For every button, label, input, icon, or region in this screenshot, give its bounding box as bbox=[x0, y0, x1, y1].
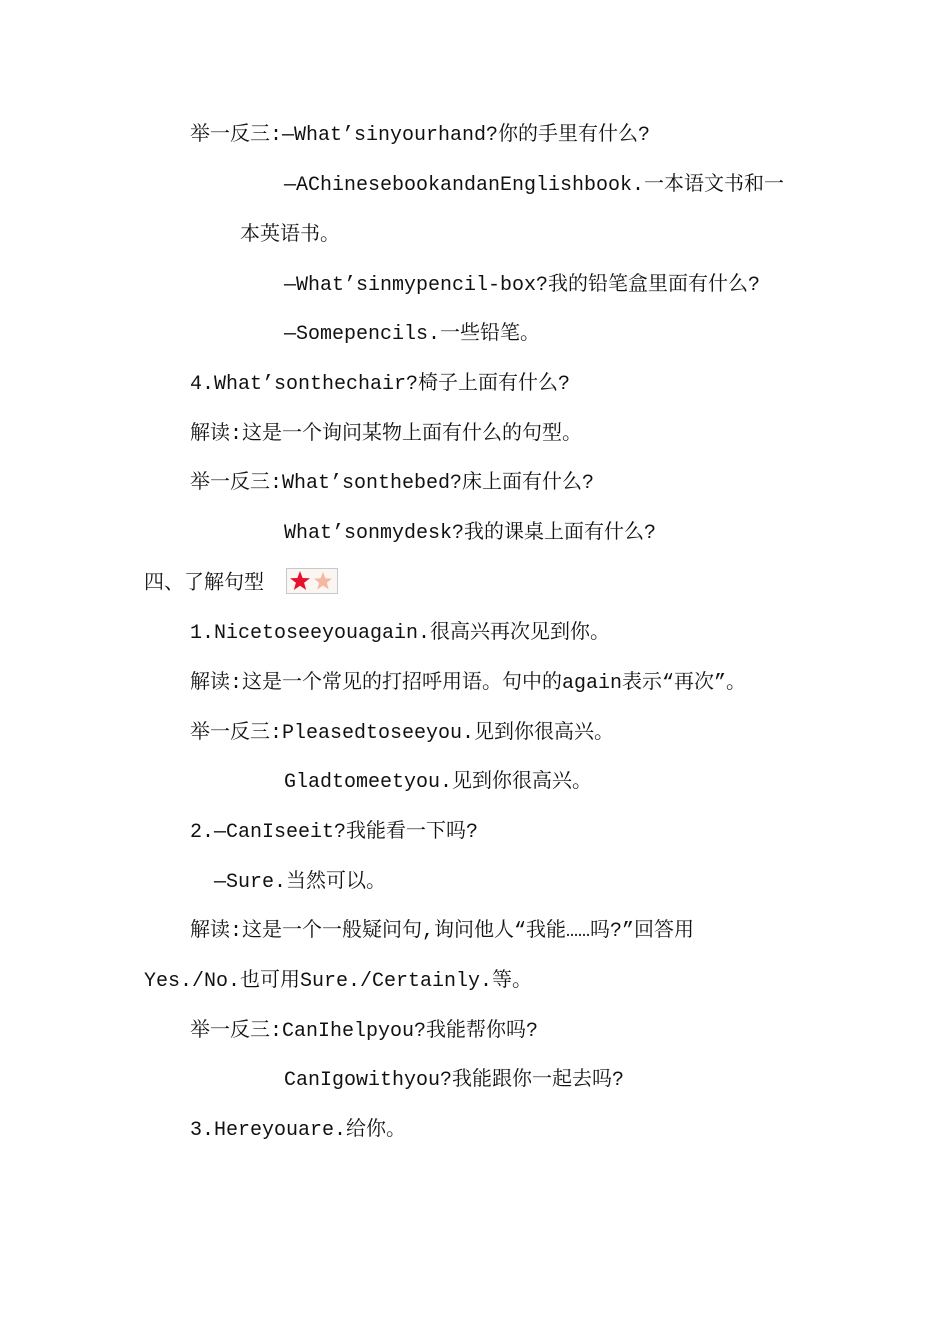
text-line: 举一反三:—What’sinyourhand?你的手里有什么? bbox=[190, 124, 651, 147]
text-line: 举一反三:CanIhelpyou?我能帮你吗? bbox=[190, 1020, 539, 1043]
text-line: 1.Nicetoseeyouagain.很高兴再次见到你。 bbox=[190, 622, 611, 645]
text-line: 4.What’sonthechair?椅子上面有什么? bbox=[190, 373, 571, 396]
text-line: 解读:这是一个询问某物上面有什么的句型。 bbox=[190, 423, 583, 446]
text-line: 举一反三:Pleasedtoseeyou.见到你很高兴。 bbox=[190, 722, 615, 745]
section-heading bbox=[144, 570, 338, 598]
star-rating-icon bbox=[287, 569, 337, 593]
text-line: —Somepencils.一些铅笔。 bbox=[284, 323, 541, 346]
text-line: 解读:这是一个一般疑问句,询问他人“我能……吗?”回答用 bbox=[190, 920, 695, 943]
text-line: 本英语书。 bbox=[240, 224, 340, 247]
text-line: —Sure.当然可以。 bbox=[214, 871, 387, 894]
star-empty-icon bbox=[314, 572, 332, 589]
text-line: —What’sinmypencil-box?我的铅笔盒里面有什么? bbox=[284, 274, 761, 297]
text-line: 3.Hereyouare.给你。 bbox=[190, 1119, 407, 1142]
section-heading-text: 四、了解句型 bbox=[144, 572, 264, 596]
text-line: 解读:这是一个常见的打招呼用语。句中的again表示“再次”。 bbox=[190, 672, 747, 695]
text-line: Gladtomeetyou.见到你很高兴。 bbox=[284, 771, 593, 794]
difficulty-rating bbox=[286, 568, 338, 594]
star-filled-icon bbox=[290, 571, 310, 590]
text-line: —AChinesebookandanEnglishbook.一本语文书和一 bbox=[284, 174, 785, 197]
text-line: Yes./No.也可用Sure./Certainly.等。 bbox=[144, 970, 533, 993]
text-line: CanIgowithyou?我能跟你一起去吗? bbox=[284, 1069, 625, 1092]
text-line: 举一反三:What’sonthebed?床上面有什么? bbox=[190, 472, 595, 495]
text-line: What’sonmydesk?我的课桌上面有什么? bbox=[284, 522, 657, 545]
text-line: 2.—CanIseeit?我能看一下吗? bbox=[190, 821, 479, 844]
